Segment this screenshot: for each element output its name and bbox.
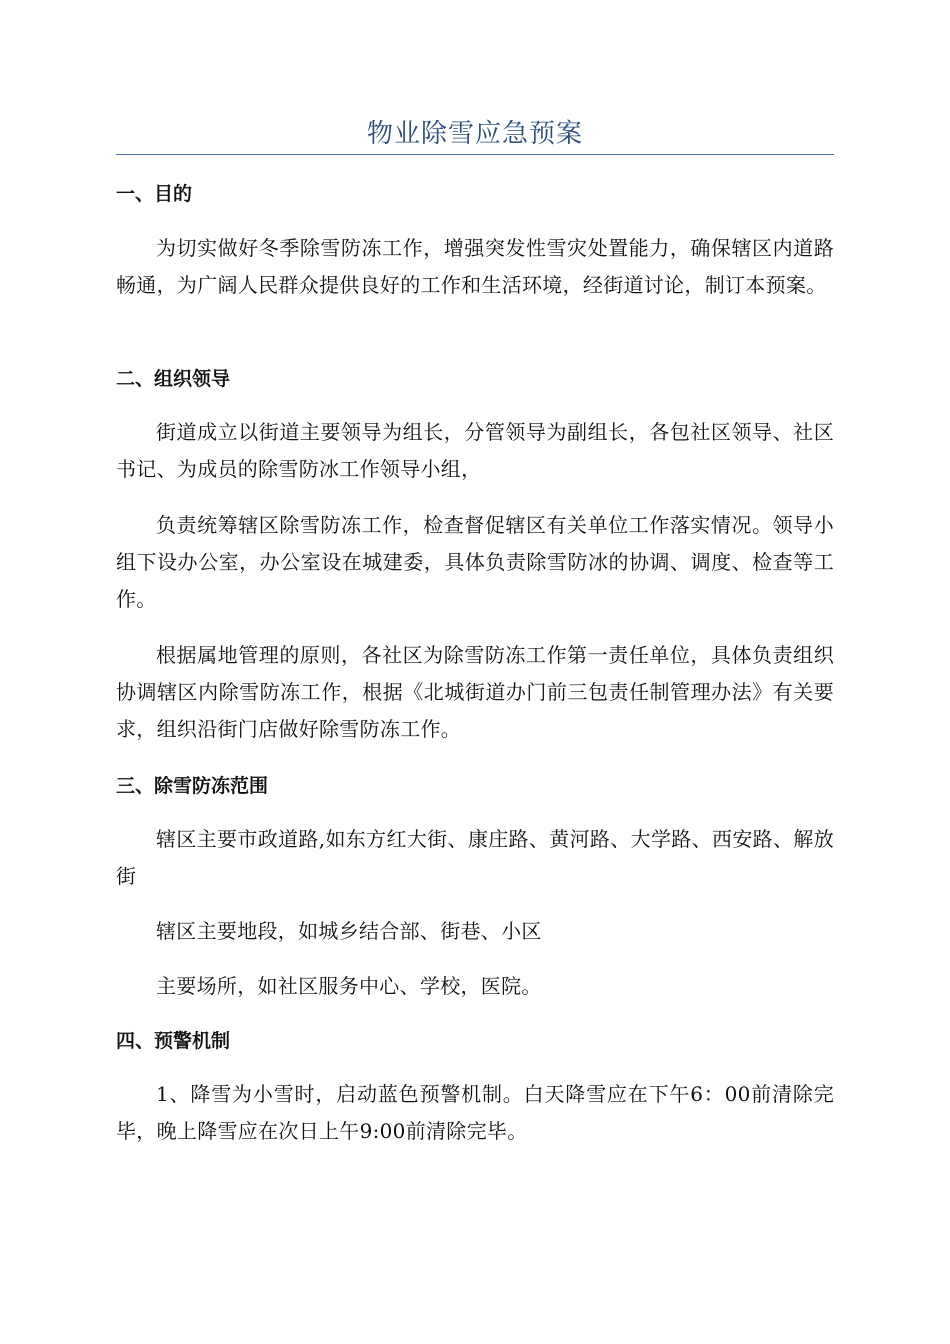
section-heading-scope: 三、除雪防冻范围 bbox=[116, 775, 269, 797]
section-heading-warning: 四、预警机制 bbox=[116, 1030, 231, 1052]
paragraph-leadership-3: 根据属地管理的原则，各社区为除雪防冻工作第一责任单位，具体负责组织协调辖区内除雪防冻工作，根据《北城街道办门前三包责任制管理办法》有关要求，组织沿街门店做好除雪防冻工作。 bbox=[116, 643, 834, 741]
paragraph-scope-roads: 辖区主要市政道路,如东方红大街、康庄路、黄河路、大学路、西安路、解放街 bbox=[116, 827, 834, 888]
document-title: 物业除雪应急预案 bbox=[366, 119, 583, 149]
paragraph-scope-areas: 辖区主要地段，如城乡结合部、街巷、小区 bbox=[156, 919, 542, 943]
paragraph-warning-blue: 1、降雪为小雪时，启动蓝色预警机制。白天降雪应在下午6：00前清除完毕，晚上降雪应在次日上午9:00前清除完毕。 bbox=[116, 1082, 834, 1143]
paragraph-purpose: 为切实做好冬季除雪防冻工作，增强突发性雪灾处置能力，确保辖区内道路畅通，为广阔人民群众提供良好的工作和生活环境，经街道讨论，制订本预案。 bbox=[116, 236, 834, 297]
section-heading-leadership: 二、组织领导 bbox=[116, 368, 231, 390]
title-divider bbox=[116, 154, 834, 155]
paragraph-scope-places: 主要场所，如社区服务中心、学校，医院。 bbox=[156, 974, 542, 998]
section-heading-purpose: 一、目的 bbox=[116, 183, 193, 205]
paragraph-leadership-1: 街道成立以街道主要领导为组长，分管领导为副组长，各包社区领导、社区书记、为成员的除雪防冰工作领导小组， bbox=[116, 420, 834, 481]
paragraph-leadership-2: 负责统筹辖区除雪防冻工作，检查督促辖区有关单位工作落实情况。领导小组下设办公室，办公室设在城建委，具体负责除雪防冰的协调、调度、检查等工作。 bbox=[116, 513, 834, 611]
